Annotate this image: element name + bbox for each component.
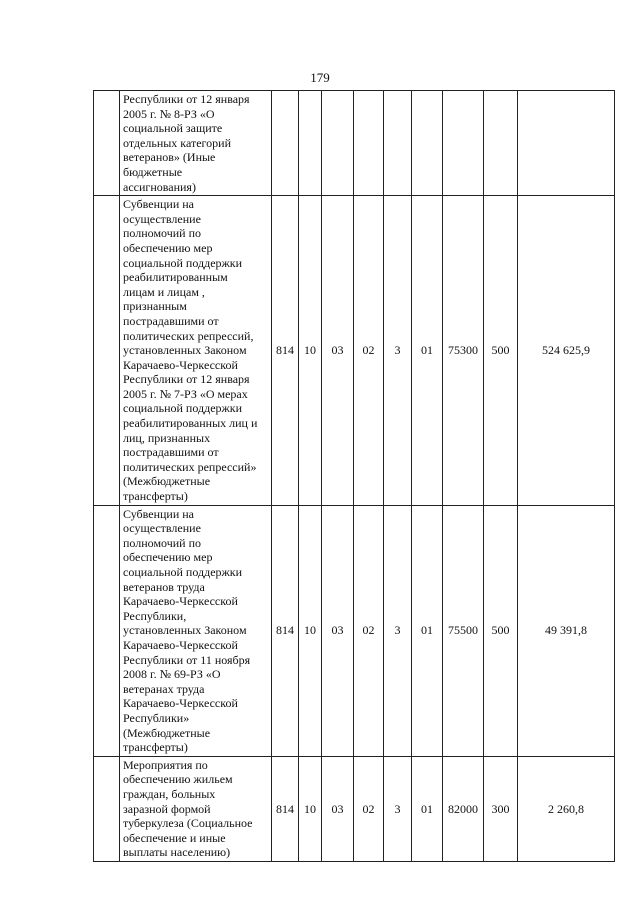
code-cell-expense-type xyxy=(484,91,518,196)
code-cell-ministry: 814 xyxy=(272,505,299,756)
description-cell xyxy=(120,505,272,756)
page-number: 179 xyxy=(310,70,330,85)
code-cell-subsection xyxy=(322,91,354,196)
code-cell-section: 10 xyxy=(299,756,322,861)
description-text: Мероприятия по обеспечению жильем граждан, больных заразной формой туберкулеза (Социальное обеспечение и иные выплаты населению) xyxy=(123,757,253,860)
code-cell-section: 10 xyxy=(299,505,322,756)
code-cell-subsection: 03 xyxy=(322,756,354,861)
table-row xyxy=(94,756,615,861)
description-cell xyxy=(120,196,272,505)
amount-cell: 49 391,8 xyxy=(518,505,615,756)
code-cell-ministry: 814 xyxy=(272,196,299,505)
code-cell-subprogram: 3 xyxy=(384,505,412,756)
code-cell-subsection: 03 xyxy=(322,505,354,756)
description-text: Республики от 12 января 2005 г. № 8-РЗ «О социальной защите отдельных категорий ветеранов» (Иные бюджетные ассигнования) xyxy=(123,92,250,194)
budget-table xyxy=(93,90,615,862)
row-index-cell xyxy=(94,91,120,196)
code-cell-subprogram xyxy=(384,91,412,196)
code-cell-program: 02 xyxy=(354,196,384,505)
code-cell-event: 01 xyxy=(412,505,443,756)
amount-cell: 2 260,8 xyxy=(518,756,615,861)
code-cell-ministry: 814 xyxy=(272,756,299,861)
code-cell-subprogram: 3 xyxy=(384,756,412,861)
code-cell-expense-type: 500 xyxy=(484,505,518,756)
description-cell xyxy=(120,756,272,861)
amount-cell: 524 625,9 xyxy=(518,196,615,505)
code-cell-subprogram: 3 xyxy=(384,196,412,505)
code-cell-program xyxy=(354,91,384,196)
code-cell-event: 01 xyxy=(412,756,443,861)
table-row xyxy=(94,196,615,505)
table-row xyxy=(94,91,615,196)
code-cell-program: 02 xyxy=(354,505,384,756)
row-index-cell xyxy=(94,196,120,505)
description-text: Субвенции на осуществление полномочий по обеспечению мер социальной поддержки ветеранов труда Карачаево-Черкесской Республики, установленных Законом Карачаево-Черкесской Республики от 11 ноября 2008 г. № 69-РЗ «О ветеранах труда Карачаево-Черкесской Республики» (Межбюджетные трансферты) xyxy=(123,506,251,755)
code-cell-ministry xyxy=(272,91,299,196)
code-cell-expense-type: 300 xyxy=(484,756,518,861)
code-cell-section: 10 xyxy=(299,196,322,505)
amount-cell xyxy=(518,91,615,196)
code-cell-program: 02 xyxy=(354,756,384,861)
code-cell-subsection: 03 xyxy=(322,196,354,505)
table-row xyxy=(94,505,615,756)
code-cell-event: 01 xyxy=(412,196,443,505)
code-cell-direction: 82000 xyxy=(443,756,484,861)
code-cell-direction xyxy=(443,91,484,196)
code-cell-expense-type: 500 xyxy=(484,196,518,505)
row-index-cell xyxy=(94,756,120,861)
code-cell-event xyxy=(412,91,443,196)
description-text: Субвенции на осуществление полномочий по обеспечению мер социальной поддержки реабилитированным лицам и лицам , признанным пострадавшими от политических репрессий, установленных Законом Карачаево-Черкесской Республики от 12 января 2005 г. № 7-РЗ «О мерах социальной поддержки реабилитированных лиц и лиц, признанных пострадавшими от политических репрессий» (Межбюджетные трансферты) xyxy=(123,197,258,504)
description-cell xyxy=(120,91,272,196)
row-index-cell xyxy=(94,505,120,756)
code-cell-direction: 75300 xyxy=(443,196,484,505)
code-cell-section xyxy=(299,91,322,196)
code-cell-direction: 75500 xyxy=(443,505,484,756)
